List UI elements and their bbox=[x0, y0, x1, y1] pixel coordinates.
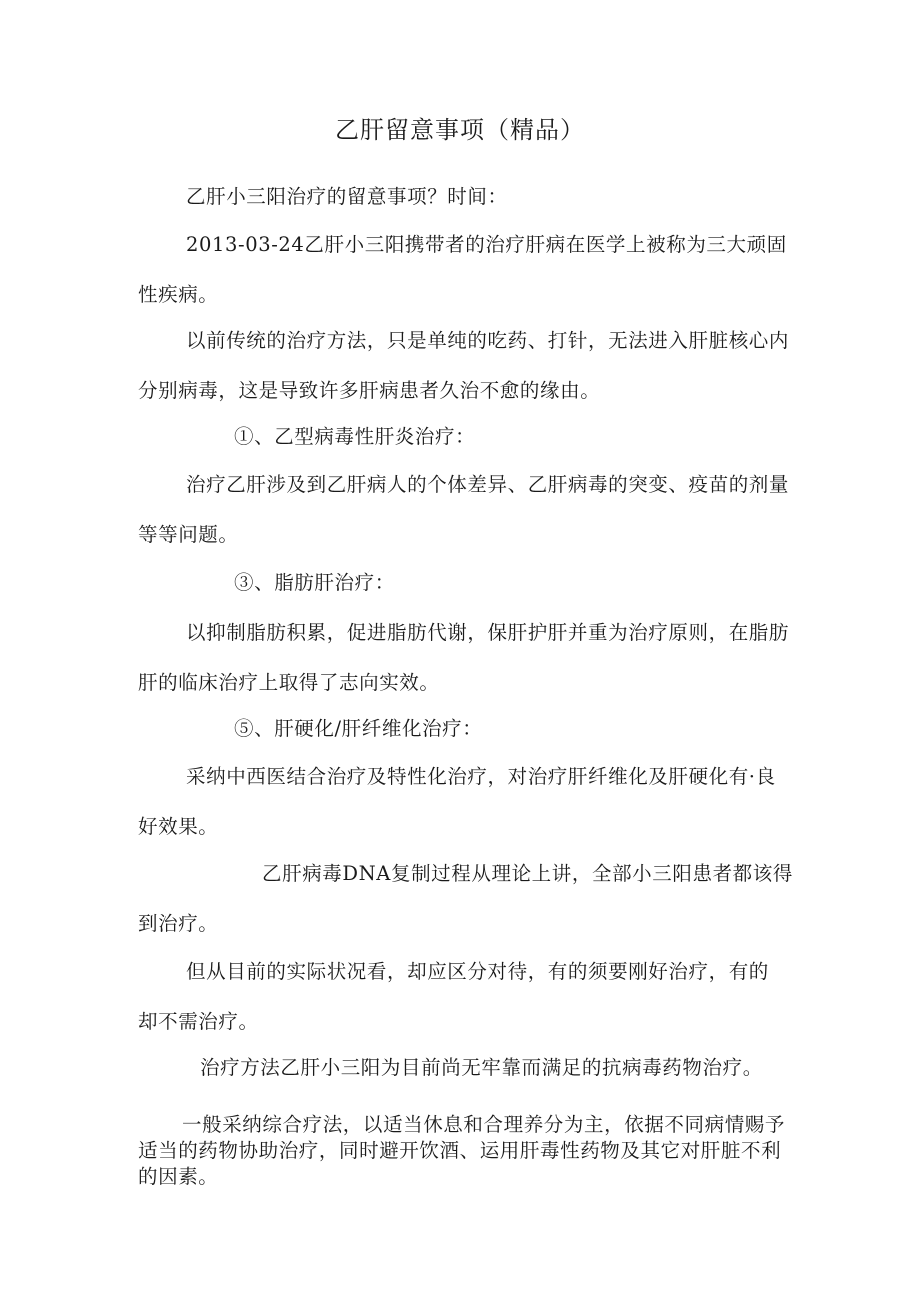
paragraph-line: 肝的临床治疗上取得了志向实效。 bbox=[138, 671, 440, 694]
paragraph-11 bbox=[138, 947, 788, 1047]
paragraph-line: 却不需治疗。 bbox=[138, 1010, 259, 1033]
section-heading-hepatitis-b bbox=[138, 412, 788, 462]
paragraph-line: 治疗方法乙肝小三阳为目前尚无牢靠而满足的抗病毒药物治疗。 bbox=[200, 1056, 763, 1079]
section-heading-fatty-liver bbox=[138, 558, 788, 608]
paragraph-line: 分别病毒，这是导致许多肝病患者久治不愈的缘由。 bbox=[138, 379, 601, 402]
section-heading-cirrhosis bbox=[138, 704, 788, 754]
paragraph-line: 2013-03-24乙肝小三阳携带者的治疗肝病在医学上被称为三大顽固 bbox=[186, 233, 787, 256]
paragraph-line: 但从目前的实际状况看，却应区分对待，有的须要刚好治疗，有的 bbox=[186, 960, 769, 983]
paragraph-9 bbox=[138, 752, 788, 852]
paragraph-line: 以前传统的治疗方法，只是单纯的吃药、打针，无法进入肝脏核心内 bbox=[186, 329, 790, 352]
paragraph-line: 采纳中西医结合治疗及特性化治疗，对治疗肝纤维化及肝硬化有·良 bbox=[186, 765, 776, 788]
paragraph-7 bbox=[138, 608, 788, 708]
paragraph-line: 性疾病。 bbox=[138, 283, 219, 306]
paragraph-line: 适当的药物协助治疗，同时避开饮酒、运用肝毒性药物及其它对肝脏不利 bbox=[138, 1139, 782, 1162]
paragraph-line: 以抑制脂肪积累，促进脂肪代谢，保肝护肝并重为治疗原则，在脂肪 bbox=[186, 621, 790, 644]
paragraph-line: 一般采纳综合疗法，以适当休息和合理养分为主，依据不同病情赐予 bbox=[182, 1113, 786, 1136]
paragraph-line: 治疗乙肝涉及到乙肝病人的个体差异、乙肝病毒的突变、疫苗的剂量 bbox=[186, 473, 790, 496]
paragraph-2 bbox=[138, 220, 788, 320]
paragraph-12 bbox=[138, 1043, 788, 1093]
paragraph-line: 乙肝病毒DNA复制过程从理论上讲，全部小三阳患者都该得 bbox=[262, 862, 793, 885]
paragraph-line: 等等问题。 bbox=[138, 523, 239, 546]
paragraph-13 bbox=[138, 1112, 788, 1190]
paragraph-line: ①、乙型病毒性肝炎治疗： bbox=[234, 425, 476, 448]
paragraph-5 bbox=[138, 460, 788, 560]
paragraph-line: 的因素。 bbox=[138, 1165, 219, 1188]
paragraph-line: ⑤、肝硬化/肝纤维化治疗： bbox=[234, 717, 483, 740]
paragraph-3 bbox=[138, 316, 788, 416]
paragraph-line: 好效果。 bbox=[138, 815, 219, 838]
paragraph-10 bbox=[138, 849, 793, 949]
paragraph-1 bbox=[138, 172, 788, 222]
paragraph-line: 到治疗。 bbox=[138, 912, 219, 935]
document-title: 乙肝留意事项（精品） bbox=[335, 116, 585, 144]
paragraph-line: 乙肝小三阳治疗的留意事项？时间： bbox=[186, 185, 508, 208]
paragraph-line: ③、脂肪肝治疗： bbox=[234, 571, 395, 594]
